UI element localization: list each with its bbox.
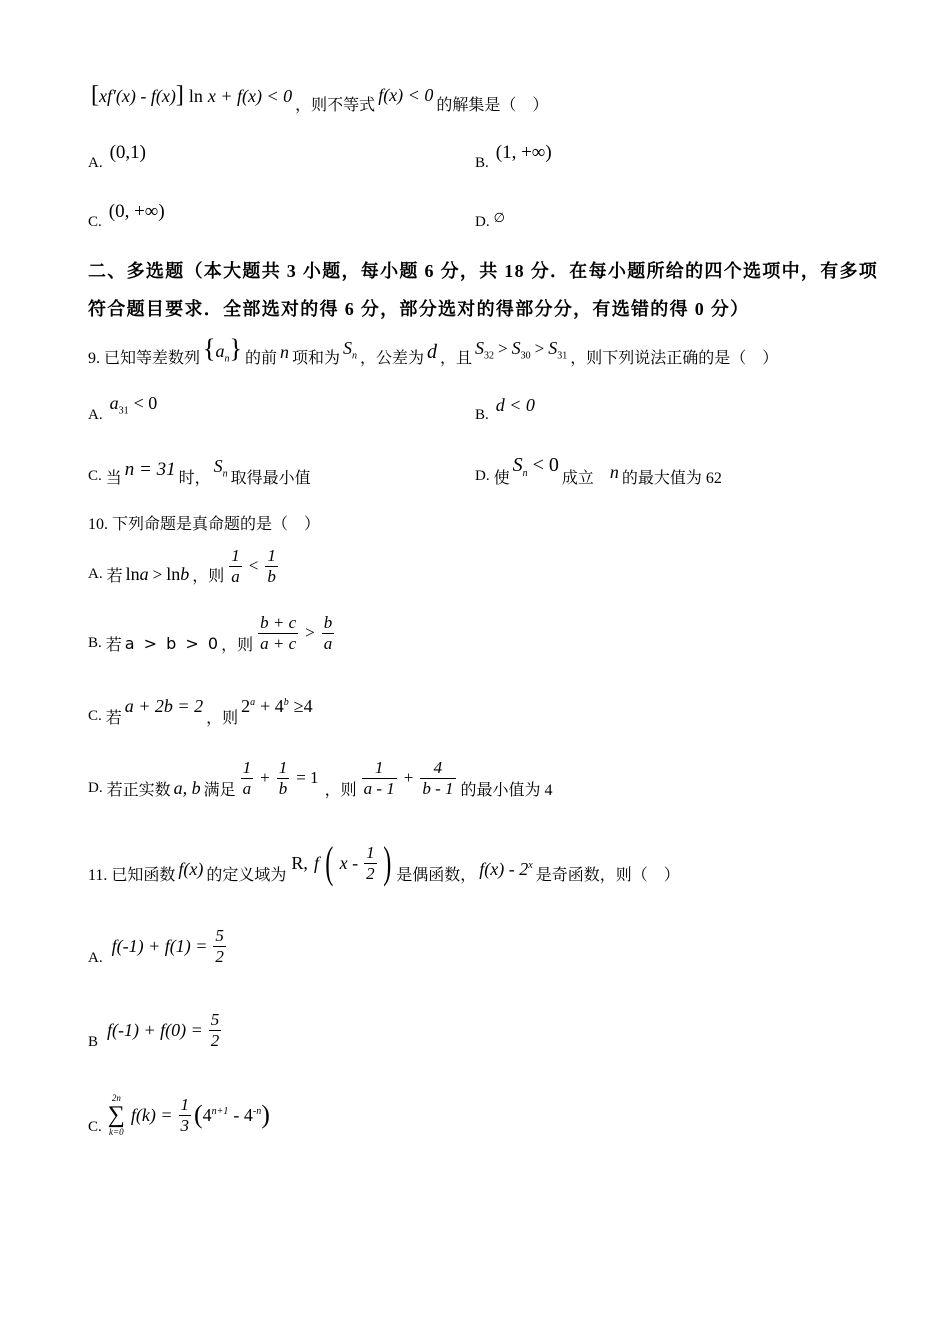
option-expression [104, 1010, 224, 1051]
option-text-when: 当 [105, 469, 122, 487]
option-label: C. [88, 1118, 102, 1135]
q8-option-c [88, 201, 168, 239]
fraction [229, 546, 242, 587]
option-label: A. [88, 154, 103, 171]
variable-b: b [180, 563, 190, 584]
q10-option-c [88, 695, 316, 733]
fraction-denominator: a - 1 [363, 778, 395, 798]
option-text-maximum: 的最大值为 62 [621, 469, 722, 487]
log-inequality [126, 564, 190, 585]
s30-base: S [511, 338, 521, 359]
q10-option-d [88, 757, 553, 805]
power-base: 2 [241, 695, 251, 716]
plus-power-base: + 4 [260, 695, 284, 716]
q9-option-c [88, 456, 311, 493]
fraction-numerator: 1 [362, 758, 397, 779]
s32-base: S [475, 338, 485, 359]
variable-n: n [609, 461, 619, 482]
q9-text-end: ，则下列说法正确的是（ ） [570, 349, 779, 367]
fraction-numerator: 1 [267, 545, 276, 565]
option-expression [108, 1093, 270, 1137]
fraction [364, 843, 377, 884]
q10-option-b [88, 612, 339, 660]
sequence-subscript: n [224, 353, 230, 365]
power-exponent: -n [252, 1105, 262, 1117]
fraction [213, 926, 226, 967]
option-label: D. [88, 779, 103, 796]
q11-text-domain: 的定义域为 [206, 866, 287, 884]
option-text-minimum: 的最小值为 4 [460, 781, 553, 799]
relation: < 0 [133, 393, 158, 414]
term-base: a [109, 393, 119, 414]
option-text-then: ，则 [221, 636, 254, 654]
option-label: D. [475, 213, 490, 230]
option-expression: (0, +∞) [108, 201, 165, 222]
sum-lower-limit: k=0 [109, 1127, 124, 1137]
power-difference [203, 1105, 262, 1126]
function-sum: f(-1) + f(1) = [111, 935, 208, 956]
right-paren: ) [382, 838, 391, 887]
relation: ≥4 [293, 695, 313, 716]
ln-operator: ln [125, 563, 140, 584]
fraction [241, 758, 254, 799]
condition-expression: a + 2b = 2 [124, 695, 204, 716]
q9-stem [88, 333, 779, 373]
s32-subscript: 32 [484, 350, 495, 362]
q11-option-a [88, 925, 231, 975]
argument: x - [339, 852, 359, 873]
q11-option-c [88, 1093, 272, 1144]
fraction [362, 758, 397, 799]
condition-expression: a > b > 0 [124, 633, 219, 653]
fraction [258, 613, 298, 654]
plus: + [260, 768, 270, 787]
q9-text-difference: ，公差为 [360, 349, 425, 367]
option-label: B [88, 1033, 99, 1050]
shifted-function [288, 838, 394, 887]
s31-subscript: 31 [557, 350, 568, 362]
option-text-positive-reals: 若正实数 [106, 781, 171, 799]
odd-function-expression [479, 859, 532, 880]
function-name: f [313, 852, 319, 873]
expression-tail: x + f(x) < 0 [207, 86, 293, 106]
sequence-notation [203, 333, 242, 365]
section-heading-line-1: 二、多选题（本大题共 3 小题，每小题 6 分，共 18 分．在每小题所给的四个选项中，有多项 [88, 261, 879, 281]
q10-option-a [88, 545, 283, 591]
fraction-numerator: 1 [366, 842, 375, 862]
s30-subscript: 30 [520, 350, 531, 362]
q8-inequality-expression [91, 83, 292, 107]
fraction-numerator: b [323, 612, 333, 632]
variable-d: d [427, 340, 438, 363]
fraction-numerator: b + c [260, 612, 297, 632]
fraction-denominator: a [242, 778, 252, 798]
relation: < 0 [532, 453, 559, 476]
summation [108, 1093, 125, 1137]
option-expression: n = 31 [124, 459, 176, 480]
q11-option-b [88, 1009, 226, 1059]
condition-equation [238, 758, 323, 799]
power-exponent: n+1 [211, 1105, 229, 1117]
s31-base: S [548, 338, 558, 359]
odd-expression-exponent: x [528, 859, 533, 871]
fraction [179, 1095, 192, 1136]
summand: f(k) = [130, 1104, 173, 1125]
domain-r: R, [291, 852, 308, 873]
q9-stem-start: 9. 已知等差数列 [88, 349, 201, 367]
option-text-time: 时， [178, 469, 211, 487]
option-label: B. [88, 634, 102, 651]
sum-subscript: n [222, 468, 228, 480]
left-bracket: [ [91, 82, 99, 108]
plus: + [403, 768, 414, 787]
q9-text-sum: 项和为 [292, 349, 341, 367]
q8-text-then: ，则不等式 [295, 96, 376, 114]
q8-stem-tail [88, 82, 549, 120]
fraction-denominator: a + c [260, 633, 297, 653]
fraction [265, 546, 278, 587]
ln-operator: ln [188, 86, 203, 106]
fraction-numerator: 1 [231, 545, 240, 565]
option-text-then: ，则 [324, 781, 357, 799]
left-paren: ( [194, 1100, 203, 1129]
power-exponent: b [283, 696, 289, 708]
q11-stem [88, 838, 680, 890]
greater-than: > [305, 623, 315, 642]
option-text-if: 若 [105, 709, 122, 727]
fraction-inequality [226, 546, 281, 587]
fraction-numerator: 1 [278, 757, 288, 777]
option-text-then: ，则 [206, 709, 239, 727]
option-expression: d < 0 [495, 394, 535, 415]
q11-text-odd: 是奇函数，则（ ） [535, 866, 680, 884]
q8-option-a [88, 142, 149, 180]
option-expression: (0,1) [109, 142, 146, 163]
right-paren: ) [261, 1100, 270, 1129]
greater-than-1: > [498, 339, 508, 359]
q9-text-front: 的前 [244, 349, 277, 367]
fraction-denominator: a [231, 566, 240, 586]
fraction-numerator: 1 [180, 1094, 189, 1114]
q9-option-d [475, 453, 722, 493]
option-label: C. [88, 213, 102, 230]
q8-option-d [475, 205, 505, 239]
q8-condition-expression: f(x) < 0 [378, 84, 434, 105]
option-text-if: 若 [106, 567, 123, 585]
section-heading-line-2: 符合题目要求．全部选对的得 6 分，部分选对的得部分分，有选错的得 0 分） [88, 299, 750, 319]
option-label: B. [475, 406, 489, 423]
sum-base: S [343, 338, 353, 359]
option-expression [109, 926, 229, 967]
sigma-symbol: ∑ [107, 1102, 125, 1128]
greater-than: > [152, 564, 163, 584]
option-text-make: 使 [493, 469, 510, 487]
fraction-denominator: b [267, 566, 276, 586]
fraction-denominator: 2 [366, 863, 375, 883]
variables: a, b [173, 777, 201, 798]
sum-sn [214, 456, 228, 480]
function-fx: f(x) [178, 858, 204, 879]
fraction [420, 758, 455, 799]
q8-option-b [475, 142, 555, 180]
right-bracket: ] [175, 82, 184, 108]
power-base: 4 [202, 1104, 212, 1125]
target-expression [359, 758, 459, 799]
q9-sum-inequality [475, 338, 567, 362]
option-text-satisfy: 满足 [203, 781, 236, 799]
q9-option-b [475, 394, 538, 432]
option-text-if: 若 [105, 636, 122, 654]
fraction-numerator: 1 [242, 757, 252, 777]
fraction-denominator: 2 [210, 1030, 220, 1050]
left-brace: { [203, 333, 216, 363]
option-label: C. [88, 707, 102, 724]
option-label: D. [475, 467, 490, 484]
fraction [322, 613, 335, 654]
fraction [209, 1010, 222, 1051]
equals-one: = 1 [296, 768, 319, 787]
less-than: < [248, 556, 259, 575]
q9-option-a [88, 393, 160, 432]
option-expression [110, 393, 158, 417]
right-brace: } [229, 333, 242, 363]
sum-base: S [512, 453, 523, 476]
option-text-minimum: 取得最小值 [230, 469, 311, 487]
function-sum: f(-1) + f(0) = [107, 1019, 203, 1040]
fraction-numerator: 4 [420, 758, 455, 779]
fraction-denominator: 3 [180, 1115, 189, 1135]
sum-sn [343, 338, 357, 362]
q11-stem-start: 11. 已知函数 [88, 866, 176, 884]
variable-a: a [139, 563, 149, 584]
left-paren: ( [325, 838, 334, 887]
fraction-denominator: b - 1 [422, 778, 454, 798]
fraction-denominator: a [323, 633, 333, 653]
sum-base: S [213, 456, 223, 477]
fraction-inequality [255, 613, 337, 654]
option-label: B. [475, 154, 489, 171]
fraction-denominator: 2 [215, 946, 224, 966]
power-inequality [241, 696, 313, 717]
option-text-holds: 成立 [561, 469, 594, 487]
sum-upper-limit: 2n [111, 1093, 121, 1103]
q8-text-solution-set: 的解集是（ ） [436, 96, 549, 114]
option-text-then: ，则 [192, 567, 225, 585]
option-label: A. [88, 949, 103, 966]
sum-subscript: n [522, 467, 528, 479]
option-label: C. [88, 467, 102, 484]
term-subscript: 31 [118, 405, 129, 417]
greater-than-2: > [534, 339, 545, 359]
bracket-inner-expression: xf′(x) - f(x) [99, 86, 176, 106]
q9-text-and: ，且 [440, 349, 473, 367]
q10-stem: 10. 下列命题是真命题的是（ ） [88, 515, 321, 533]
variable-n: n [280, 341, 289, 362]
ln-operator: ln [166, 563, 181, 584]
sum-subscript: n [352, 350, 358, 362]
fraction-numerator: 5 [215, 925, 224, 945]
q11-text-even: 是偶函数， [396, 866, 477, 884]
fraction-denominator: b [278, 778, 288, 798]
sequence-term: a [215, 340, 225, 361]
option-label: A. [88, 406, 103, 423]
odd-expression-base: f(x) - 2 [479, 858, 529, 879]
fraction-numerator: 5 [210, 1009, 220, 1029]
minus-power-base: - 4 [233, 1104, 253, 1125]
fraction [277, 758, 290, 799]
option-expression [513, 454, 559, 479]
empty-set-symbol: ∅ [493, 210, 505, 225]
power-exponent: a [250, 696, 256, 708]
option-expression: (1, +∞) [495, 142, 552, 163]
option-label: A. [88, 565, 103, 582]
